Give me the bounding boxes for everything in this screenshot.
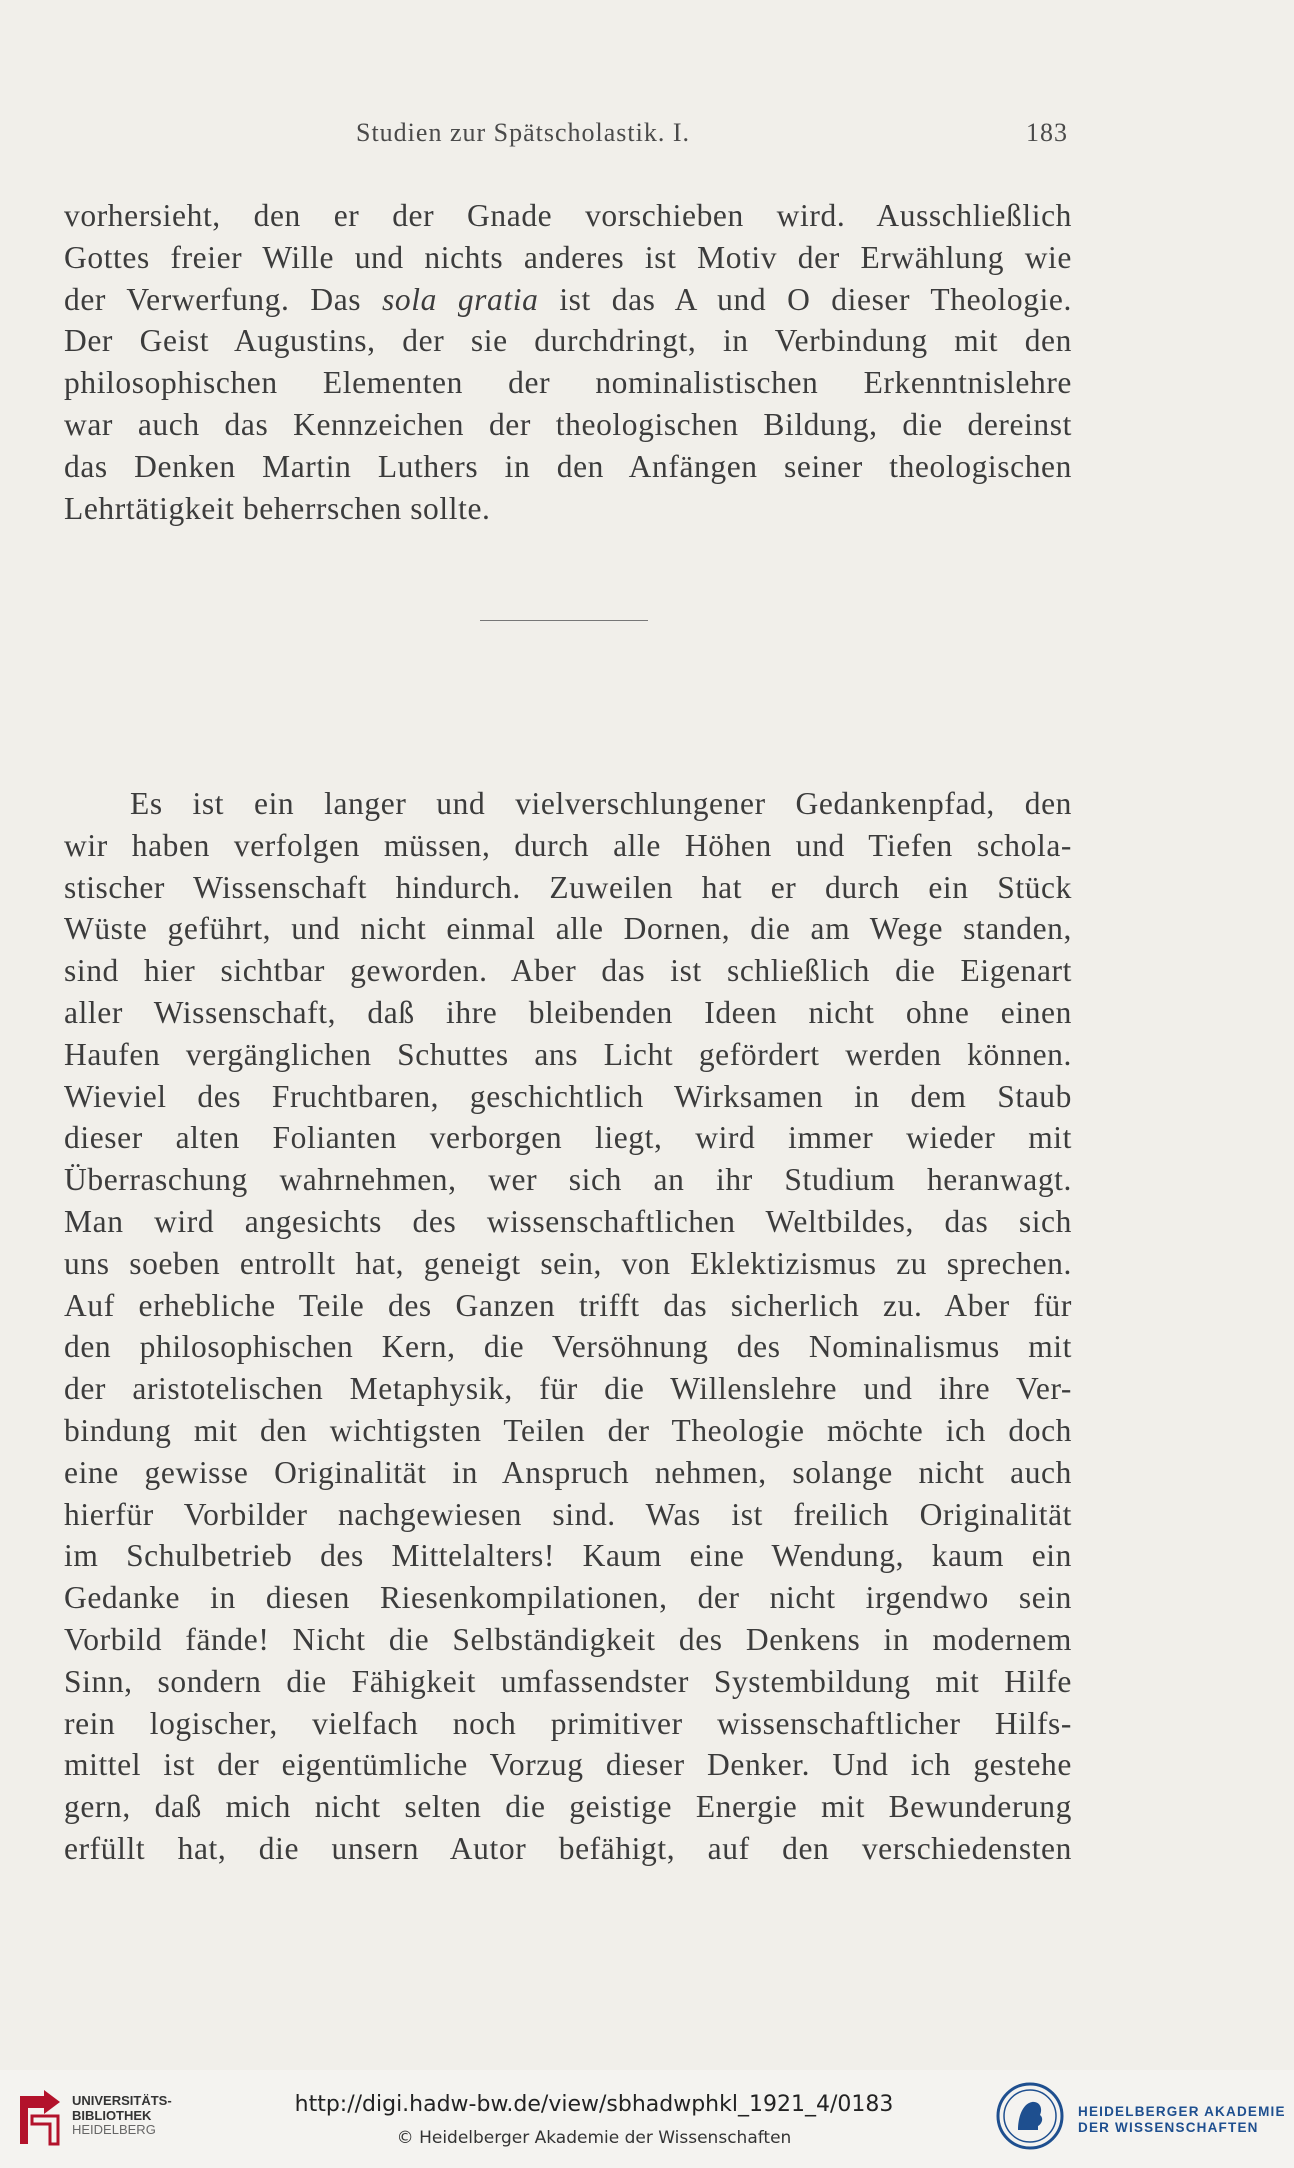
text-line: mittel ist der eigentümliche Vorzug dieser Denker. Und ich gestehe bbox=[64, 1747, 1072, 1783]
text-line: der aristotelischen Metaphysik, für die Willenslehre und ihre Ver- bbox=[64, 1371, 1072, 1407]
text-line: Auf erhebliche Teile des Ganzen trifft das sicherlich zu. Aber für bbox=[64, 1287, 1072, 1323]
text-line: bindung mit den wichtigsten Teilen der Theologie möchte ich doch bbox=[64, 1412, 1072, 1448]
running-header bbox=[356, 118, 1068, 158]
hadw-name bbox=[1078, 2104, 1286, 2136]
text-line: Wüste geführt, und nicht einmal alle Dornen, die am Wege standen, bbox=[64, 911, 1072, 947]
page-number: 183 bbox=[1026, 118, 1068, 147]
text-line-with-italic bbox=[64, 279, 1072, 321]
text-line: Haufen vergänglichen Schuttes ans Licht gefördert werden können. bbox=[64, 1036, 1072, 1072]
paragraph-2 bbox=[64, 783, 1072, 1870]
text-segment: ist das A und O dieser Theologie. bbox=[559, 281, 1072, 317]
hadw-line-2: DER WISSENSCHAFTEN bbox=[1078, 2120, 1259, 2135]
ub-heidelberg-logo-icon bbox=[14, 2088, 66, 2150]
text-line: Man wird angesichts des wissenschaftlichen Weltbildes, das sich bbox=[64, 1203, 1072, 1239]
footer-bar bbox=[0, 2070, 1294, 2168]
text-line: Gedanke in diesen Riesenkompilationen, der nicht irgendwo sein bbox=[64, 1580, 1072, 1616]
hadw-line-1: HEIDELBERGER AKADEMIE bbox=[1078, 2104, 1286, 2119]
hadw-seal-icon bbox=[996, 2082, 1064, 2150]
ub-line-1: UNIVERSITÄTS- bbox=[72, 2093, 172, 2108]
text-line: aller Wissenschaft, daß ihre bleibenden Ideen nicht ohne einen bbox=[64, 994, 1072, 1030]
text-line: den philosophischen Kern, die Versöhnung des Nominalismus mit bbox=[64, 1329, 1072, 1365]
text-line: Wieviel des Fruchtbaren, geschichtlich Wirksamen in dem Staub bbox=[64, 1078, 1072, 1114]
text-line: Überraschung wahrnehmen, wer sich an ihr Studium heranwagt. bbox=[64, 1162, 1072, 1198]
italic-phrase: sola gratia bbox=[382, 281, 539, 317]
text-line: uns soeben entrollt hat, geneigt sein, von Eklektizismus zu sprechen. bbox=[64, 1245, 1072, 1281]
text-line: erfüllt hat, die unsern Autor befähigt, auf den verschiedensten bbox=[64, 1830, 1072, 1866]
text-line: eine gewisse Originalität in Anspruch nehmen, solange nicht auch bbox=[64, 1454, 1072, 1490]
copyright-notice: © Heidelberger Akademie der Wissenschaften bbox=[396, 2128, 792, 2148]
ub-heidelberg-logo[interactable] bbox=[14, 2084, 174, 2154]
text-line: sind hier sichtbar geworden. Aber das ist schließlich die Eigenart bbox=[64, 953, 1072, 989]
text-segment: der Verwerfung. Das bbox=[64, 281, 362, 317]
paragraph-1 bbox=[64, 195, 1072, 529]
text-line: vorhersieht, den er der Gnade vorschieben wird. Ausschließlich bbox=[64, 198, 1072, 233]
text-line: Es ist ein langer und vielverschlungener Gedankenpfad, den bbox=[130, 786, 1072, 821]
text-line: Gottes freier Wille und nichts anderes ist Motiv der Erwählung wie bbox=[64, 239, 1072, 275]
permalink-url[interactable]: http://digi.hadw-bw.de/view/sbhadwphkl_1921_4/0183 bbox=[294, 2092, 894, 2117]
hadw-logo[interactable] bbox=[996, 2082, 1286, 2158]
text-line: Sinn, sondern die Fähigkeit umfassendster Systembildung mit Hilfe bbox=[64, 1663, 1072, 1699]
text-line: hierfür Vorbilder nachgewiesen sind. Was ist freilich Originalität bbox=[64, 1496, 1072, 1532]
ub-line-3: HEIDELBERG bbox=[72, 2122, 156, 2137]
text-line: dieser alten Folianten verborgen liegt, wird immer wieder mit bbox=[64, 1120, 1072, 1156]
text-line: im Schulbetrieb des Mittelalters! Kaum eine Wendung, kaum ein bbox=[64, 1538, 1072, 1574]
text-line: gern, daß mich nicht selten die geistige Energie mit Bewunderung bbox=[64, 1789, 1072, 1825]
ub-line-2: BIBLIOTHEK bbox=[72, 2107, 152, 2123]
text-line: wir haben verfolgen müssen, durch alle Höhen und Tiefen schola- bbox=[64, 827, 1072, 863]
text-line: Lehrtätigkeit beherrschen sollte. bbox=[64, 490, 491, 526]
text-line: das Denken Martin Luthers in den Anfängen seiner theologischen bbox=[64, 448, 1072, 484]
text-line: Vorbild fände! Nicht die Selbständigkeit des Denkens in modernem bbox=[64, 1621, 1072, 1657]
text-line: philosophischen Elementen der nominalistischen Erkenntnislehre bbox=[64, 365, 1072, 401]
text-line: rein logischer, vielfach noch primitiver wissenschaftlicher Hilfs- bbox=[64, 1705, 1072, 1741]
section-divider bbox=[480, 620, 648, 621]
running-title: Studien zur Spätscholastik. I. bbox=[356, 118, 691, 147]
text-line: Der Geist Augustins, der sie durchdringt, in Verbindung mit den bbox=[64, 323, 1072, 359]
text-line: stischer Wissenschaft hindurch. Zuweilen hat er durch ein Stück bbox=[64, 869, 1072, 905]
text-line: war auch das Kennzeichen der theologischen Bildung, die dereinst bbox=[64, 406, 1072, 442]
ub-heidelberg-name bbox=[72, 2094, 172, 2138]
